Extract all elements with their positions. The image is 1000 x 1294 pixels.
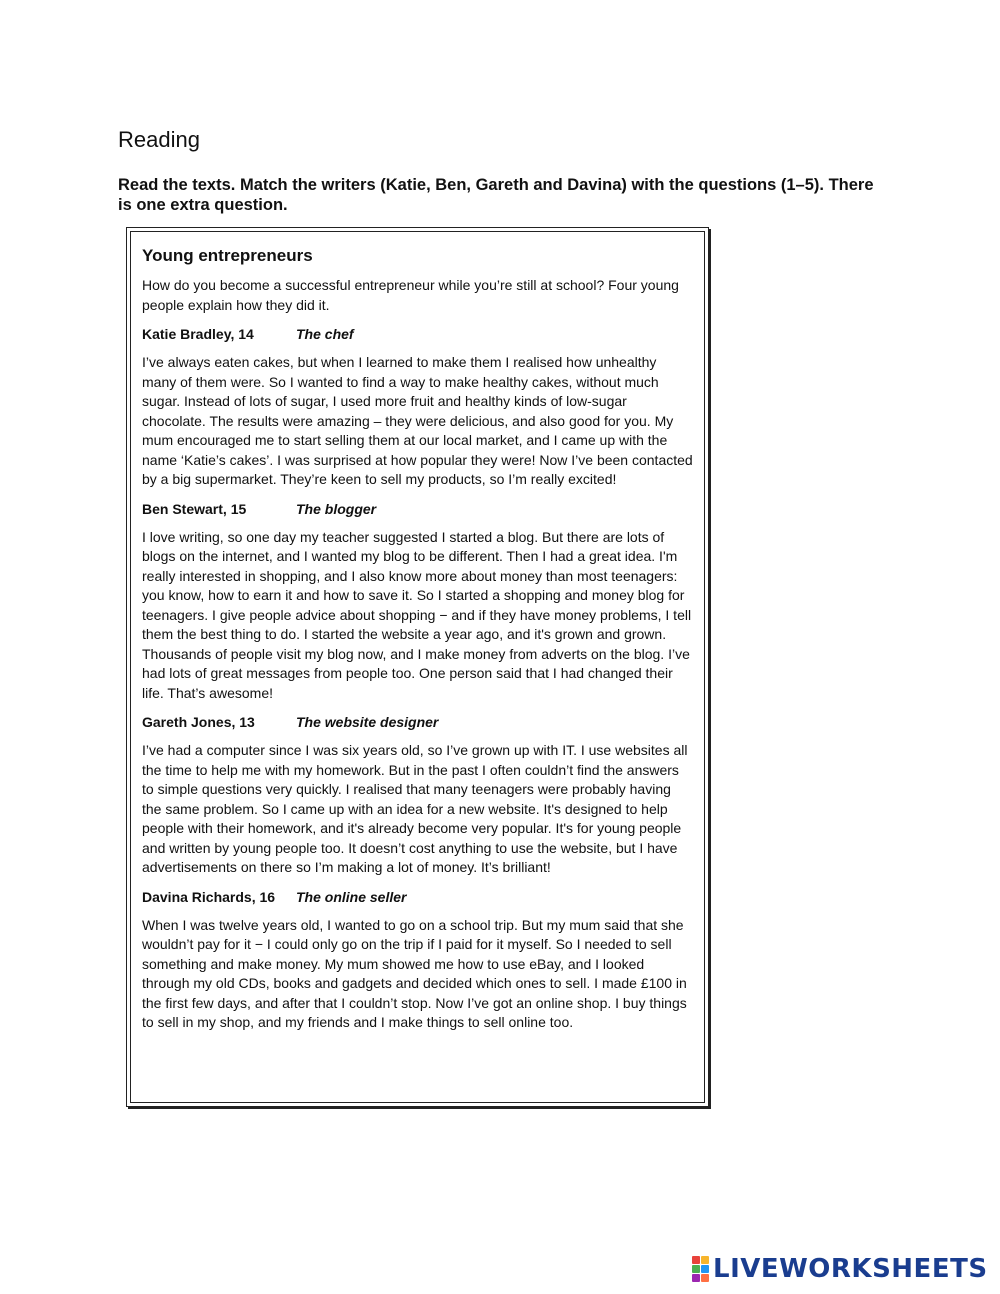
task-instructions: Read the texts. Match the writers (Katie, Ben, Gareth and Davina) with the questions (1–5). There is one extra question. xyxy=(118,176,874,214)
article-title: Young entrepreneurs xyxy=(142,246,313,265)
logo-tile xyxy=(701,1256,709,1264)
writer-heading xyxy=(142,887,694,907)
liveworksheets-logo[interactable] xyxy=(692,1254,988,1284)
writer-role: The online seller xyxy=(296,888,407,905)
writer-text: I’ve had a computer since I was six years old, so I’ve grown up with IT. I use websites all the time to help me with my homework. But in the past I often couldn’t find the answers to simple questions very quickly. I realised that many teenagers were probably having the same problem. So I came up with an idea for a new website. It's designed to help people with their homework, and it's already become very popular. It's for young people and written by young people too. It doesn’t cost anything to use the website, but I have advertisements on there so I’m making a lot of money. It’s brilliant! xyxy=(142,742,688,875)
writer-heading xyxy=(142,712,694,732)
section-katie xyxy=(142,324,694,490)
section-davina xyxy=(142,887,694,1033)
writer-name: Gareth Jones, 13 xyxy=(142,714,255,730)
writer-text: I’ve always eaten cakes, but when I learned to make them I realised how unhealthy many of them were. So I wanted to find a way to make healthy cakes, without much sugar. Instead of lots of sugar, I used more fruit and healthy kinds of low-sugar chocolate. The results were amazing – they were delicious, and also good for you. My mum encouraged me to start selling them at our local market, and I came up with the name ‘Katie’s cakes’. I was surprised at how popular they were! Now I’ve been contacted by a big supermarket. They’re keen to sell my products, so I’m really excited! xyxy=(142,354,693,487)
writer-name: Davina Richards, 16 xyxy=(142,888,276,905)
logo-mark-icon xyxy=(692,1256,709,1282)
writer-text: I love writing, so one day my teacher suggested I started a blog. But there are lots of blogs on the internet, and I wanted my blog to be different. Then I had a great idea. I'm really interested in shopping, and I also know more about money than most teenagers: you know, how to earn it and how to save it. So I started a shopping and money blog for teenagers. I give people advice about shopping − and if they have money problems, I tell them the best thing to do. I started the website a year ago, and it's grown and grown. Thousands of people visit my blog now, and I make money from adverts on the blog. I’ve had lots of great messages from people too. One person said that I had changed their life. That’s awesome! xyxy=(142,528,692,701)
logo-tile xyxy=(692,1274,700,1282)
logo-tile xyxy=(692,1256,700,1264)
logo-tile xyxy=(701,1265,709,1273)
article-box-inner xyxy=(130,231,705,1103)
page-heading: Reading xyxy=(118,127,200,152)
writer-name: Ben Stewart, 15 xyxy=(142,500,247,517)
writer-role: The chef xyxy=(296,326,354,342)
writer-role: The blogger xyxy=(296,500,377,517)
section-ben xyxy=(142,499,694,704)
logo-tile xyxy=(701,1274,709,1282)
writer-name: Katie Bradley, 14 xyxy=(142,326,254,342)
logo-tile xyxy=(692,1265,700,1273)
article-intro: How do you become a successful entrepreneur while you’re still at school? Four young people explain how they did it. xyxy=(142,277,679,313)
article-box xyxy=(126,227,709,1107)
section-gareth xyxy=(142,712,694,878)
writer-text: When I was twelve years old, I wanted to go on a school trip. But my mum said that she wouldn’t pay for it − I could only go on the trip if I paid for it myself. So I needed to sell something and make money. My mum showed me how to use eBay, and I looked through my old CDs, books and gadgets and decided which ones to sell. I made £100 in the first few days, and after that I couldn’t stop. Now I’ve got an online shop. I buy things to sell in my shop, and my friends and I make things to sell online too. xyxy=(142,916,687,1030)
logo-text: LIVEWORKSHEETS xyxy=(713,1254,988,1284)
writer-role: The website designer xyxy=(296,714,439,730)
writer-heading xyxy=(142,499,694,519)
writer-heading xyxy=(142,324,694,344)
